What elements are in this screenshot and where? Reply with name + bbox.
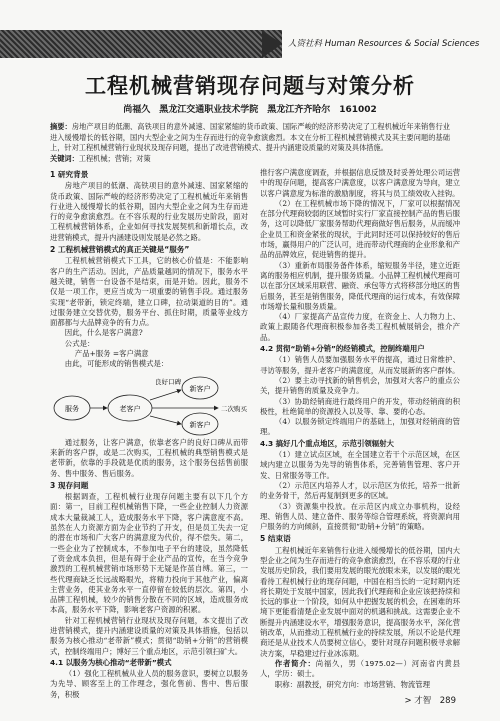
left-column xyxy=(50,168,248,700)
heading-4-1: 4.1 以服务为核心推动“老带新”模式 xyxy=(50,657,172,667)
header-arrow-icon xyxy=(262,30,282,58)
right-column xyxy=(260,168,460,690)
paragraph: 由此，可能形成的销售模式是： xyxy=(64,359,169,369)
paragraph: （4）以服务锁定终端用户的基础上，加强对经销商的管理。 xyxy=(260,417,460,437)
keywords-text: 工程机械；营销；对策 xyxy=(78,153,151,163)
label-secondary-buy: 二次购买 xyxy=(221,404,247,413)
paragraph: 工程机械近年来销售行业进入缓慢增长的低谷期，国内大型企业之间为生存而进行的竞争愈演愈烈，在不容乐观的行业发展历史阶段，我们要用发展的眼光放眼未来，以发展的眼光看待工程机械行业的现存问题，中国在相当长的一定时期内还将长期处于发展中国家，因此我们代理商和企业应该把持续和长远的事业一个阶段，如何从中把握发展的机会，在困难的环境下更能看清楚企业发展中面对的机遇和挑战。这需要企业不断提升内涵建设水平，增强服务意识，提高服务水平，深化营销改革，从而推动工程机械行业的持续发展，所以不论是代理商还是从业技术人员要树立信心，要针对现存问题积极寻求解决方案，早稳建过行业冰冻期。 xyxy=(260,545,460,658)
paragraph: （2）要主动寻找新的销售机会，加强对大客户的重点公关，提升销售的质量及竞争力。 xyxy=(260,375,460,396)
author-bio-2: 职称：副教授，研究方向：市场营销、物流管理 xyxy=(274,679,431,689)
heading-conclusion: 5 结束语 xyxy=(260,534,291,544)
heading-service: 2 工程机械营销模式的真正关键是“服务” xyxy=(50,245,190,255)
heading-4-3: 4.3 搞好几个重点地区，示范引领辐射大 xyxy=(260,438,394,448)
sales-model-diagram xyxy=(50,372,248,436)
page-header xyxy=(0,30,500,58)
author-bio xyxy=(260,659,460,680)
label-old-customer: 老客户 xyxy=(119,404,141,413)
formula: 产品+服务 =客户满意 xyxy=(74,349,149,359)
paragraph: （3）重新布局服务备件体系，缩短服务半径，建立近距离的服务相应机制，提升服务质量。小品牌工程机械代理商可以在部分区域采用联营、融资、承包等方式将移部分地区的售后服务，甚至是销售服务，降低代理商的运行成本，有效保障市场增长量和服务质量。 xyxy=(260,260,460,311)
paragraph: 工程机械营销模式下工具，它的核心价值是：不能影响客户的生产活动。因此，产品质量越同的情况下，服务水平越关键，销售一台设备不是结束，而是开始。因此，服务不仅是一项工作，更应当成为一项重要的销售手段。通过服务实现“老带新，锁定终端，建立口碑，拉动渠道的目的”。通过服务建立交替优势，服务平台、抓住时期，质量等业线方面都都与大品牌竞争的有力点。 xyxy=(50,256,248,328)
paragraph: （3）资源集中投放。在示范区内成立办事机构，设经理、销售人员、建立备件、服务等综合管理系统，将资源向用户服务的方向倾斜，直接贯彻“助销+分销”的策略。 xyxy=(260,501,460,532)
paragraph: 根据调查，工程机械行业现存问题主要有以下几个方面：第一，目前工程机械销售下降，一些企业控制人力资源成本大量裁减工人，造成服务水平下降，客户满意度不高。虽然在人力资源方面为企业节约了开支，但是员工失去一定的潜在市场和广大客户的满意度为代价，得不偿失。第二，一些企业为了控制成本，不参加电子平台的建设，虽然降低了资金成本负担，但是有碍于企业产品的宣传，在当今竞争激烈的工程机械营销市场形势下无疑是作茧自缚。第三，一些代理商缺乏长远战略眼光，将精力投向于其他产业，偏离主营业务，使其业务水平一直停留在较低的层次。第四，小品牌工程机械，较少的销售分散在不同的区域，造成服务成本高，服务水平下降，影响老客户资源的积累。 xyxy=(50,492,248,615)
paragraph: 针对工程机械营销行业现状及现存问题，本文提出了改进营销模式，提升内涵建设质量的对策及具体措施，包括以服务为核心推动“老带新”模式；贯彻“助销+分销”的营销模式，控制终端用户；博好三个重点地区，示范引领扫矿大。 xyxy=(50,615,248,656)
label-new-customer-b: 新客户 xyxy=(189,420,211,429)
label-service: 服务 xyxy=(65,404,79,413)
paragraph: （1）强化工程机械从业人员的服务意识，要树立以服务为先导、顾客至上的工作理念，强化售前、售中、售后服务，积极 xyxy=(50,669,248,699)
sales-model-svg xyxy=(50,372,248,436)
paragraph: 房地产项目的低潮、高铁项目的意外减速、国家紧缩的货币政策、国际严峻的经济形势决定了工程机械近年来销售行业进入缓慢增长的低谷期，国内大型企业之间为生存而进行的竞争愈演愈烈。在不容乐观的行业发展历史阶段，面对工程机械营销体系，企业如何寻找发展契机和新增长点，改进营销模式，提升内涵建设则发展是必然之路。 xyxy=(50,181,248,242)
keywords-label: 关键词： xyxy=(50,153,79,163)
paragraph: 因此，什么是客户满意? xyxy=(64,328,143,338)
paragraph: 公式是： xyxy=(64,338,95,348)
abstract xyxy=(50,122,450,164)
paragraph: （3）协助经销商进行最终用户的开发，带动经销商的积极性，杜绝简单的资源投入以及等、靠、要的心态。 xyxy=(260,396,460,416)
page-footer: > 才智 289 xyxy=(404,696,456,706)
paragraph: （2）示范区内培养人才，以示范区为依托，培养一批新的业务骨干，然后再复制到更多的区域。 xyxy=(260,480,460,501)
paragraph: （4）厂家提高产品宣传力度，在资金上、人力物力上、政策上跟随各代理商积极参加各类工程机械展销会，推介产品。 xyxy=(260,312,460,342)
bio-text: 尚福久，男（1975.02—）河南省内黄县人，学历：硕士。 xyxy=(260,658,460,679)
paragraph: 通过服务，让客户满意，依靠老客户的良好口碑从而带来新的客户群，或是二次购买，工程机械的典型销售模式是老带新，依靠的手段就是优质的服务，这个服务包括售前服务、售中服务、售后服务。 xyxy=(50,437,248,478)
article-authors: 尚福久 黑龙江交通职业技术学院 黑龙江齐齐哈尔 161002 xyxy=(123,105,377,115)
abstract-label: 摘要： xyxy=(50,122,72,131)
heading-background: 1 研究背景 xyxy=(50,170,89,179)
heading-4-2: 4.2 贯彻“助销+分销”的经销模式，控制终端用户 xyxy=(260,344,425,354)
arrow-old-new-a xyxy=(150,390,181,400)
article-title: 工程机械营销现存问题与对策分析 xyxy=(85,73,415,98)
paragraph: 推行客户满意度调查，并根据信息反馈及时妥善处理公司运营中的现存问题，提高客户满意度，以客户满意度为导向，建立以客户满意度为标准的激励制度，将其与员工绩效收入挂钩。 xyxy=(260,168,460,198)
arrow-old-new-b xyxy=(150,416,181,424)
heading-problems: 3 现存问题 xyxy=(50,480,89,490)
section-title: 人资社科 Human Resources & Social Sciences xyxy=(288,39,480,49)
paragraph: （1）建立试点区域，在全国建立若干个示范区域，在区域内建立以服务为先导的销售体系，完善销售管理、客户开发、日常服务等工作。 xyxy=(260,450,460,480)
bio-label: 作者简介： xyxy=(274,658,316,668)
paragraph: （2）在工程机械市场下降的情况下，厂家可以根据情况在部分代理商较弱的区域暂时实行厂家直接控制产品的售后服务，这可以降低厂家服务帮助代理商做好售后服务，从而缓冲企业员工和资金紧张的现状，于此同时还可以保持较好的售后市场，赢得用户的广泛认可，进而带动代理商的企业形象和产品的品牌效应，促进销售的提升。 xyxy=(260,198,460,260)
label-new-customer-a: 新客户 xyxy=(189,384,211,393)
label-word-of-mouth: 良好口碑 xyxy=(155,377,181,386)
abstract-text: 房地产项目的低潮、高铁项目的意外减速、国家紧缩的货币政策、国际严峻的经济形势决定了工程机械近年来销售行业进入缓慢增长的低谷期，国内大型企业之间为生存而进行的竞争愈演愈烈。本文在分析工程机械营销模式及其主要问题的基础上，针对工程机械营销行业现状及现存问题，提出了改进营销模式、提升内涵建设质量的对策及具体措施。 xyxy=(50,122,450,152)
header-band xyxy=(0,30,282,58)
paragraph: （1）销售人员要加强服务水平的提高，通过日常维护、寻访等服务，提升老客户的满意度，从而发展新的客户群体。 xyxy=(260,355,460,375)
